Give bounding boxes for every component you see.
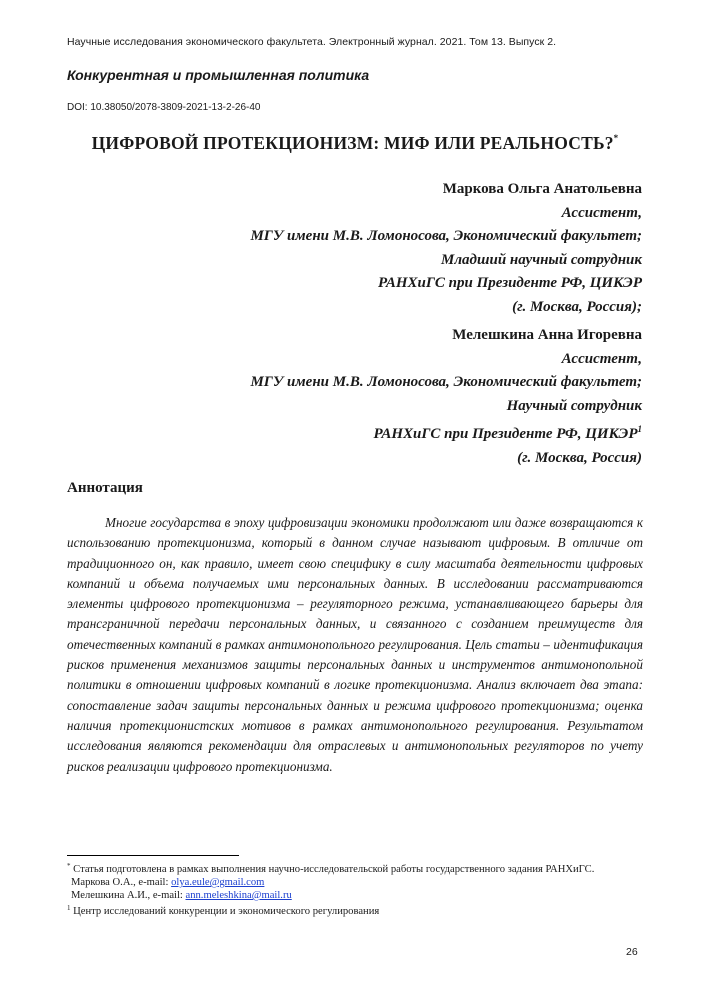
footnote-star-mark: * (67, 862, 71, 870)
author2-email-link[interactable]: ann.meleshkina@mail.ru (185, 890, 292, 901)
author-name: Мелешкина Анна Игоревна (452, 327, 642, 343)
section-title: Конкурентная и промышленная политика (67, 67, 370, 83)
author-block-2 (82, 324, 642, 471)
author-affiliation: РАНХиГС при Президенте РФ, ЦИКЭР (373, 426, 638, 443)
footnote-star (67, 860, 643, 876)
author-position: Научный сотрудник (506, 397, 642, 414)
author-name: Маркова Ольга Анатольевна (442, 181, 642, 197)
author-location: (г. Москва, Россия); (512, 298, 642, 315)
title-footnote-mark[interactable]: * (613, 133, 619, 143)
author-affiliation: МГУ имени М.В. Ломоносова, Экономический факультет; (250, 228, 642, 245)
footnote-divider (67, 855, 239, 856)
author1-email-link[interactable]: olya.eule@gmail.com (171, 877, 265, 888)
author-affiliation: МГУ имени М.В. Ломоносова, Экономический факультет; (250, 374, 642, 391)
abstract-text: Многие государства в эпоху цифровизации экономики продолжают или даже возвращаются к использованию протекционизма, который в данном случае называют цифровым. В отличие от традиционного он, как правило, имеет свою специфику в силу масштаба деятельности цифровых компаний и объема получаемых ими персональных данных. В исследовании рассматриваются элементы цифрового протекционизма – регуляторного режима, устанавливающего барьеры для трансграничной передачи персональных данных, и связанного с созданием преимуществ для отечественных компаний в рамках антимонопольного регулирования. Цель статьи – идентификация рисков применения механизмов защиты персональных данных и инструментов антимонопольной политики в отношении цифровых компаний в логике протекционизма. Анализ включает два этапа: сопоставление задач защиты персональных данных и режима цифрового протекционизма; оценка наличия протекционистских мотивов в рамках антимонопольного регулирования. Результатом исследования являются рекомендации для отраслевых и антимонопольных регуляторов по учету рисков реализации цифрового протекционизма. (67, 515, 643, 774)
author-affiliation-line (82, 418, 642, 447)
affiliation-footnote-mark[interactable]: 1 (637, 424, 642, 435)
footnote-author2-contact (67, 889, 643, 902)
author-block-1 (82, 178, 642, 320)
footnote-1-mark: 1 (67, 904, 71, 912)
author2-contact-label: Мелешкина А.И., e-mail: (71, 890, 186, 901)
footnote-1-text: Центр исследований конкуренции и экономического регулирования (73, 906, 380, 917)
author-position: Ассистент, (561, 350, 642, 367)
author-affiliation: РАНХиГС при Президенте РФ, ЦИКЭР (378, 275, 642, 292)
author1-contact-label: Маркова О.А., e-mail: (71, 877, 172, 888)
author-position: Младший научный сотрудник (441, 251, 642, 268)
abstract-heading: Аннотация (67, 480, 143, 496)
author-location: (г. Москва, Россия) (517, 449, 642, 466)
footnote-1 (67, 902, 643, 918)
author-position: Ассистент, (561, 204, 642, 221)
page-number: 26 (626, 946, 638, 958)
footnote-star-text: Статья подготовлена в рамках выполнения научно-исследовательской работы государственного задания РАНХиГС. (73, 864, 595, 875)
journal-header: Научные исследования экономического факультета. Электронный журнал. 2021. Том 13. Выпуск 2. (67, 36, 557, 48)
footnotes (67, 860, 643, 918)
article-title-text: ЦИФРОВОЙ ПРОТЕКЦИОНИЗМ: МИФ ИЛИ РЕАЛЬНОСТЬ? (91, 133, 614, 153)
footnote-author1-contact (67, 876, 643, 889)
doi: DOI: 10.38050/2078-3809-2021-13-2-26-40 (67, 102, 261, 113)
article-title (67, 133, 643, 154)
